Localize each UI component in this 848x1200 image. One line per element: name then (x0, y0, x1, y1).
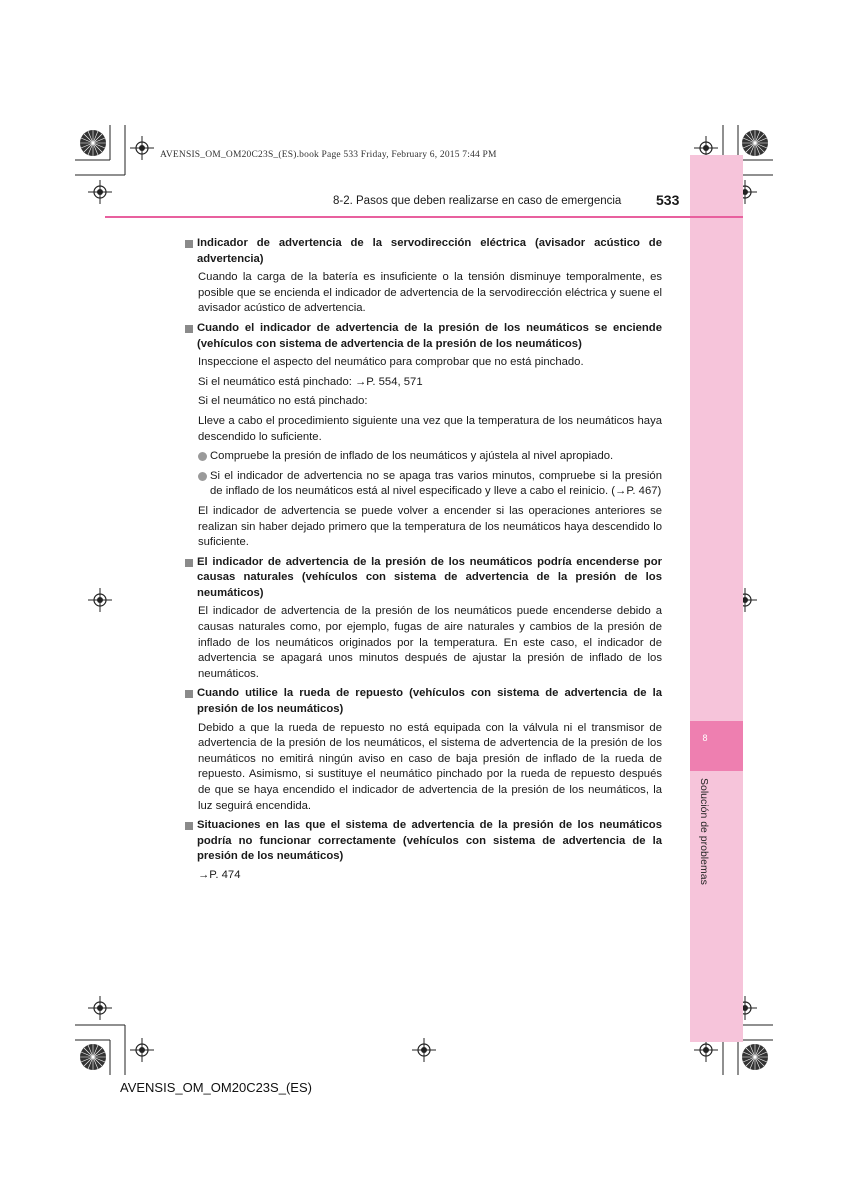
crosshair-icon (130, 136, 154, 160)
square-bullet-icon (185, 325, 193, 333)
section-presion-enciende (184, 321, 662, 551)
chapter-title: Solución de problemas (698, 778, 710, 885)
paragraph-link[interactable]: Si el neumático está pinchado: →P. 554, 571 (198, 375, 423, 388)
crosshair-icon (88, 996, 112, 1020)
section-title: Indicador de advertencia de la servodirección eléctrica (avisador acústico de advertencia) (197, 237, 662, 265)
paragraph: Lleve a cabo el procedimiento siguiente una vez que la temperatura de los neumáticos haya descendido lo suficiente. (198, 414, 662, 443)
footer-doc-code: AVENSIS_OM_OM20C23S_(ES) (120, 1080, 312, 1095)
paragraph: Inspeccione el aspecto del neumático para comprobar que no está pinchado. (198, 356, 584, 369)
section-title: El indicador de advertencia de la presión de los neumáticos podría encenderse por causas naturales (vehículos con sistema de advertencia de la presión de los neumáticos) (197, 555, 662, 599)
bullet-item: Si el indicador de advertencia no se apaga tras varios minutos, compruebe si la presión de inflado de los neumáticos está al nivel especificado y lleve a cabo el reinicio. (→P. 467) (198, 469, 662, 500)
chapter-number-block (690, 721, 743, 771)
section-title: Situaciones en las que el sistema de advertencia de la presión de los neumáticos podría no funcionar correctamente (vehículos con sistema de advertencia de la presión de los neumáticos) (197, 819, 662, 863)
starburst-icon (78, 1042, 108, 1072)
section-servodireccion (184, 236, 662, 317)
bullet-item: Compruebe la presión de inflado de los neumáticos y ajústela al nivel apropiado. (198, 449, 662, 465)
section-rueda-repuesto (184, 686, 662, 814)
paragraph: Cuando la carga de la batería es insuficiente o la tensión disminuye temporalmente, es posible que se encienda el indicador de advertencia de la servodirección eléctrica y suene el avisador acústico de advertencia. (198, 271, 662, 315)
starburst-icon (78, 128, 108, 158)
section-causas-naturales (184, 555, 662, 683)
round-bullet-icon (198, 452, 207, 461)
round-bullet-icon (198, 472, 207, 481)
page-number: 533 (656, 192, 680, 208)
crosshair-icon (412, 1038, 436, 1062)
section-title: Cuando utilice la rueda de repuesto (vehículos con sistema de advertencia de la presión de los neumáticos) (197, 687, 662, 716)
page-reference-link[interactable]: →P. 474 (198, 868, 241, 881)
chapter-number: 8 (702, 733, 708, 743)
starburst-icon (740, 1042, 770, 1072)
starburst-icon (740, 128, 770, 158)
square-bullet-icon (185, 559, 193, 567)
paragraph: Debido a que la rueda de repuesto no está equipada con la válvula ni el transmisor de advertencia de la presión de los neumáticos, el sistema de advertencia de la presión de los neumáticos no emitirá ningún aviso en caso de baja presión de inflado de la rueda de repuesto. Asimismo, si sustituye el neumático pinchado por la rueda de repuesto después de que se haya encendido el indicador de advertencia de la presión de los neumáticos, la luz seguirá encendida. (198, 721, 662, 812)
crosshair-icon (88, 588, 112, 612)
header-rule (105, 216, 743, 218)
square-bullet-icon (185, 822, 193, 830)
crosshair-icon (130, 1038, 154, 1062)
square-bullet-icon (185, 690, 193, 698)
section-title: Cuando el indicador de advertencia de la presión de los neumáticos se enciende (vehículos con sistema de advertencia de la presión de los neumáticos) (197, 321, 662, 350)
square-bullet-icon (185, 240, 193, 248)
chapter-side-tab (690, 155, 743, 1042)
main-content (184, 236, 662, 888)
section-header: 8-2. Pasos que deben realizarse en caso de emergencia (333, 195, 622, 207)
crosshair-icon (88, 180, 112, 204)
paragraph: El indicador de advertencia se puede volver a encender si las operaciones anteriores se realizan sin haber dejado primero que la temperatura de los neumáticos haya descendido lo suficiente. (198, 504, 662, 549)
section-no-funcionar (184, 818, 662, 883)
paragraph: El indicador de advertencia de la presión de los neumáticos puede encenderse debido a causas naturales como, por ejemplo, fugas de aire naturales y cambios de la presión de inflado de los neumáticos originados por la temperatura. En este caso, el indicador de advertencia se apagará unos minutos después de ajustar la presión de inflado de los neumáticos. (198, 605, 662, 680)
paragraph: Si el neumático no está pinchado: (198, 395, 368, 408)
file-info: AVENSIS_OM_OM20C23S_(ES).book Page 533 Friday, February 6, 2015 7:44 PM (160, 150, 497, 160)
